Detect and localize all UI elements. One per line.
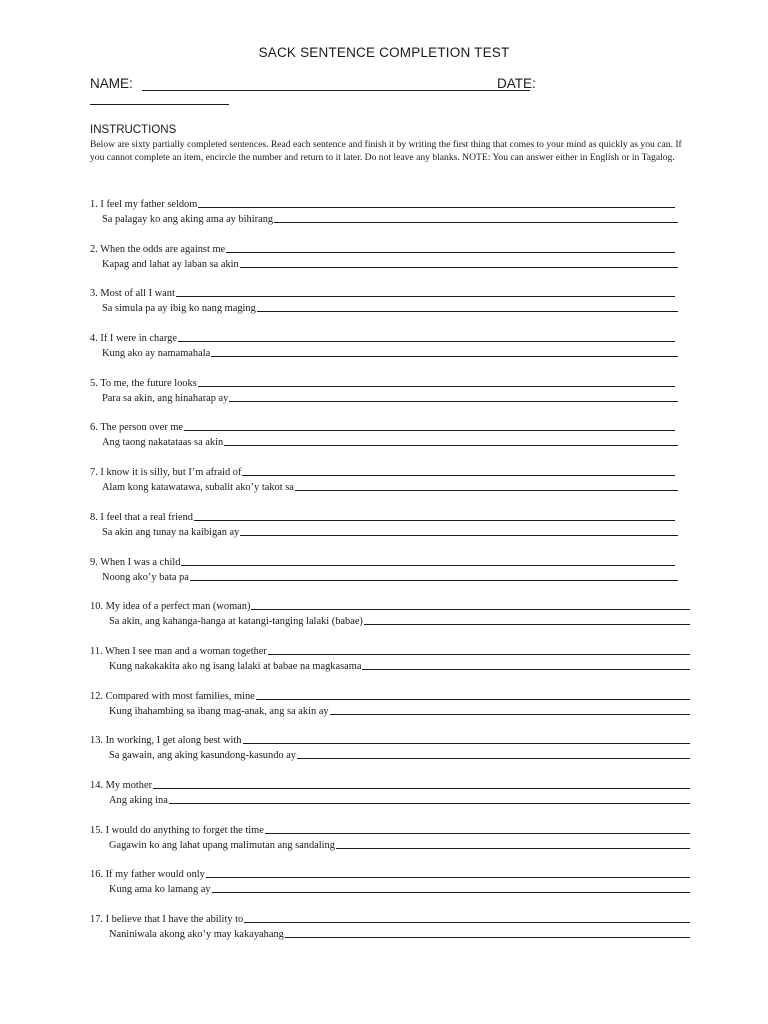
tagalog-prompt-line xyxy=(90,434,678,449)
english-prompt-line xyxy=(90,464,675,479)
answer-blank-line[interactable] xyxy=(265,833,690,834)
tagalog-prompt: Kapag and lahat ay laban sa akin xyxy=(102,258,239,270)
english-prompt: 4. If I were in charge xyxy=(90,333,177,345)
tagalog-prompt-line xyxy=(90,390,678,405)
tagalog-prompt-line xyxy=(90,792,690,807)
sentence-item xyxy=(90,464,694,509)
answer-blank-line[interactable] xyxy=(181,565,675,566)
sentence-item xyxy=(90,196,694,241)
sentence-item xyxy=(90,419,694,464)
answer-blank-line[interactable] xyxy=(211,356,678,357)
tagalog-prompt: Gagawin ko ang lahat upang malimutan ang sandaling xyxy=(109,839,335,851)
answer-blank-line[interactable] xyxy=(362,669,690,670)
english-prompt-line xyxy=(90,554,675,569)
answer-blank-line[interactable] xyxy=(198,386,675,387)
name-date-row xyxy=(90,76,680,94)
tagalog-prompt-line xyxy=(90,211,678,226)
sentence-item xyxy=(90,241,694,286)
tagalog-prompt: Kung ako ay namamahala xyxy=(102,348,211,360)
answer-blank-line[interactable] xyxy=(297,758,690,759)
answer-blank-line[interactable] xyxy=(226,252,675,253)
name-blank-line[interactable] xyxy=(142,90,530,91)
english-prompt-line xyxy=(90,732,690,747)
tagalog-prompt: Naniniwala akong ako’y may kakayahang xyxy=(109,929,284,940)
english-prompt-line xyxy=(90,598,690,613)
sentence-list xyxy=(90,196,694,956)
date-blank-line[interactable] xyxy=(90,104,229,105)
english-prompt: 1. I feel my father seldom xyxy=(90,199,198,210)
answer-blank-line[interactable] xyxy=(224,445,678,446)
english-prompt: 13. In working, I get along best with xyxy=(90,735,242,747)
tagalog-prompt-line xyxy=(90,524,678,539)
answer-blank-line[interactable] xyxy=(153,788,690,789)
answer-blank-line[interactable] xyxy=(169,803,690,804)
sentence-item xyxy=(90,509,694,554)
answer-blank-line[interactable] xyxy=(176,296,675,297)
date-label: DATE: xyxy=(497,76,536,91)
tagalog-prompt: Ang aking ina xyxy=(109,794,168,806)
english-prompt: 8. I feel that a real friend xyxy=(90,511,193,523)
answer-blank-line[interactable] xyxy=(257,311,678,312)
tagalog-prompt-line xyxy=(90,703,690,718)
sentence-item xyxy=(90,866,694,911)
sentence-item xyxy=(90,822,694,867)
tagalog-prompt-line xyxy=(90,300,678,315)
english-prompt-line xyxy=(90,375,675,390)
answer-blank-line[interactable] xyxy=(364,624,690,625)
answer-blank-line[interactable] xyxy=(184,430,675,431)
english-prompt-line xyxy=(90,866,690,881)
tagalog-prompt-line xyxy=(90,345,678,360)
english-prompt-line xyxy=(90,643,690,658)
instructions-heading: INSTRUCTIONS xyxy=(90,124,177,136)
english-prompt: 12. Compared with most families, mine xyxy=(90,690,255,702)
answer-blank-line[interactable] xyxy=(240,535,678,536)
english-prompt: 3. Most of all I want xyxy=(90,288,175,300)
english-prompt: 15. I would do anything to forget the time xyxy=(90,824,264,836)
answer-blank-line[interactable] xyxy=(194,520,675,521)
english-prompt: 5. To me, the future looks xyxy=(90,377,197,389)
tagalog-prompt-line xyxy=(90,569,678,584)
answer-blank-line[interactable] xyxy=(268,654,690,655)
english-prompt: 11. When I see man and a woman together xyxy=(90,645,267,657)
answer-blank-line[interactable] xyxy=(336,848,690,849)
tagalog-prompt: Kung ama ko lamang ay xyxy=(109,884,211,896)
answer-blank-line[interactable] xyxy=(206,877,690,878)
english-prompt-line xyxy=(90,509,675,524)
answer-blank-line[interactable] xyxy=(198,207,675,208)
tagalog-prompt-line xyxy=(90,613,690,628)
english-prompt-line xyxy=(90,330,675,345)
answer-blank-line[interactable] xyxy=(229,401,678,402)
tagalog-prompt: Sa akin, ang kahanga-hanga at katangi-tanging lalaki (babae) xyxy=(109,616,363,628)
english-prompt: 17. I believe that I have the ability to xyxy=(90,914,244,925)
sentence-item xyxy=(90,554,694,599)
sentence-item xyxy=(90,598,694,643)
tagalog-prompt-line xyxy=(90,926,690,941)
sentence-item xyxy=(90,732,694,777)
english-prompt: 6. The person over me xyxy=(90,422,184,434)
tagalog-prompt-line xyxy=(90,479,678,494)
sentence-item xyxy=(90,688,694,733)
tagalog-prompt: Sa gawain, ang aking kasundong-kasundo ay xyxy=(109,750,296,762)
sentence-item xyxy=(90,643,694,688)
english-prompt-line xyxy=(90,196,675,211)
answer-blank-line[interactable] xyxy=(242,475,675,476)
answer-blank-line[interactable] xyxy=(295,490,678,491)
tagalog-prompt-line xyxy=(90,747,690,762)
english-prompt: 7. I know it is silly, but I’m afraid of xyxy=(90,467,242,479)
answer-blank-line[interactable] xyxy=(240,267,678,268)
english-prompt-line xyxy=(90,822,690,837)
tagalog-prompt-line xyxy=(90,837,690,852)
english-prompt-line xyxy=(90,285,675,300)
sentence-item xyxy=(90,375,694,420)
instructions-text: Below are sixty partially completed sentences. Read each sentence and finish it by writing the first thing that comes to your mind as quickly as you can. If you cannot complete an item, encircle the number and return to it later. Do not leave any blanks. NOTE: You can answer either in English or in Tagalog. xyxy=(90,139,682,163)
tagalog-prompt: Ang taong nakatataas sa akin xyxy=(102,437,224,449)
answer-blank-line[interactable] xyxy=(330,714,690,715)
english-prompt-line xyxy=(90,777,690,792)
english-prompt: 2. When the odds are against me xyxy=(90,243,226,255)
tagalog-prompt: Sa simula pa ay ibig ko nang maging xyxy=(102,303,256,315)
sentence-item xyxy=(90,330,694,375)
document-title: SACK SENTENCE COMPLETION TEST xyxy=(258,45,510,60)
english-prompt: 9. When I was a child xyxy=(90,556,181,568)
sentence-item xyxy=(90,285,694,330)
english-prompt-line xyxy=(90,911,690,926)
tagalog-prompt: Sa akin ang tunay na kaibigan ay xyxy=(102,526,240,538)
answer-blank-line[interactable] xyxy=(244,922,690,923)
sentence-item xyxy=(90,777,694,822)
english-prompt: 16. If my father would only xyxy=(90,869,205,881)
tagalog-prompt: Kung ihahambing sa ibang mag-anak, ang sa akin ay xyxy=(109,705,329,717)
tagalog-prompt: Noong ako’y bata pa xyxy=(102,571,189,583)
answer-blank-line[interactable] xyxy=(251,609,690,610)
answer-blank-line[interactable] xyxy=(256,699,690,700)
answer-blank-line[interactable] xyxy=(274,222,678,223)
tagalog-prompt-line xyxy=(90,881,690,896)
answer-blank-line[interactable] xyxy=(178,341,675,342)
english-prompt: 10. My idea of a perfect man (woman) xyxy=(90,601,251,613)
answer-blank-line[interactable] xyxy=(190,580,678,581)
english-prompt-line xyxy=(90,419,675,434)
tagalog-prompt: Sa palagay ko ang aking ama ay bihirang xyxy=(102,214,274,225)
tagalog-prompt: Kung nakakakita ako ng isang lalaki at babae na magkasama xyxy=(109,660,362,672)
tagalog-prompt: Para sa akin, ang hinaharap ay xyxy=(102,392,229,404)
tagalog-prompt-line xyxy=(90,256,678,271)
sentence-item xyxy=(90,911,694,956)
answer-blank-line[interactable] xyxy=(212,892,690,893)
tagalog-prompt-line xyxy=(90,658,690,673)
tagalog-prompt: Alam kong katawatawa, subalit ako’y takot sa xyxy=(102,482,294,494)
english-prompt: 14. My mother xyxy=(90,779,153,791)
name-label: NAME: xyxy=(90,76,133,91)
english-prompt-line xyxy=(90,241,675,256)
answer-blank-line[interactable] xyxy=(285,937,690,938)
answer-blank-line[interactable] xyxy=(243,743,690,744)
english-prompt-line xyxy=(90,688,690,703)
